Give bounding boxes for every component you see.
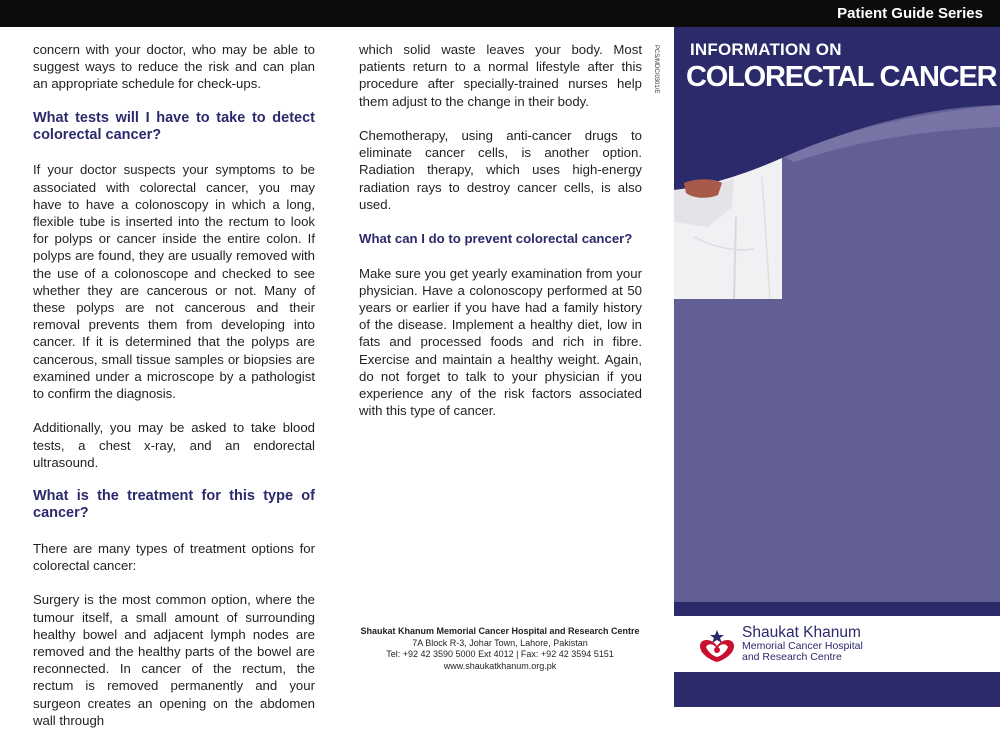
paragraph: If your doctor suspects your symptoms to be associated with colorectal cancer, you may have to have a colonoscopy in which a long, flexible tube is inserted into the rectum to look for polyps or cancer inside the entire colon. If polyps are found, they are usually removed with the use of a colonoscope and checked to see whether they are cancerous or not. Many of these polyps are not cancerous and their removal prevents them from developing into cancer. If it is determined that the polyps are cancerous, small tissue samples or biopsies are examined under a microscope by a pathologist to confirm the diagnosis.	[33, 162, 315, 402]
top-bar	[0, 0, 1000, 27]
series-label: Patient Guide Series	[837, 5, 983, 22]
section-heading: What is the treatment for this type of cancer?	[33, 488, 315, 522]
paragraph: concern with your doctor, who may be able to suggest ways to reduce the risk and can plan an appropriate schedule for check-ups.	[33, 42, 315, 92]
document-code	[651, 45, 661, 105]
paragraph: There are many types of treatment options for colorectal cancer:	[33, 540, 315, 574]
paragraph: which solid waste leaves your body. Most patients return to a normal lifestyle after this procedure after specially-trained nurses help them adjust to the change in their body.	[359, 42, 642, 109]
logo-subtitle-line-1: Memorial Cancer Hospital	[742, 640, 863, 652]
footer-org: Shaukat Khanum Memorial Cancer Hospital and Research Centre	[360, 626, 640, 636]
section-heading: What tests will I have to take to detect colorectal cancer?	[33, 109, 315, 143]
logo-subtitle-line-2: and Research Centre	[742, 651, 842, 663]
paragraph: Additionally, you may be asked to take blood tests, a chest x-ray, and an endorectal ultrasound.	[33, 420, 315, 470]
text-column-left	[33, 41, 315, 729]
document-code-text: PCS/MDC/0301/E	[653, 45, 659, 94]
hospital-logo-icon	[694, 624, 740, 664]
paragraph: Make sure you get yearly examination from your physician. Have a colonoscopy performed at 50 years or earlier if you have had a family history of the disease. Implement a healthy diet, low in fats and processed foods and rich in fibre. Exercise and maintain a healthy weight. Again, do not forget to talk to your physician if you experience any of the risk factors associated with this type of cancer.	[359, 265, 642, 419]
footer-website: www.shaukatkhanum.org.pk	[443, 660, 557, 671]
section-heading: What can I do to prevent colorectal cancer?	[359, 231, 633, 247]
cover-title: COLORECTAL CANCER	[686, 61, 997, 93]
footer-address: 7A Block R-3, Johar Town, Lahore, Pakistan	[412, 637, 588, 648]
logo-name: Shaukat Khanum	[742, 624, 861, 641]
paragraph: Chemotherapy, using anti-cancer drugs to eliminate cancer cells, is another option. Radiation therapy, which uses high-energy radiation rays to destroy cancer cells, is also used.	[359, 128, 642, 212]
footer-contact	[340, 626, 660, 672]
cover-panel	[674, 27, 1000, 707]
text-column-middle	[359, 41, 642, 419]
cover-background	[674, 27, 1000, 707]
paragraph: Surgery is the most common option, where the tumour itself, a small amount of surrounding healthy bowel and adjacent lymph nodes are removed and the healthy parts of the bowel are reconnected. In cancer of the rectum, the rectum is removed permanently and your surgeon creates an opening on the abdomen wall through	[33, 592, 315, 728]
cover-pre-title: INFORMATION ON	[690, 40, 842, 59]
hospital-logo	[694, 622, 894, 666]
footer-contact-line: Tel: +92 42 3590 5000 Ext 4012 | Fax: +92 42 3594 5151	[386, 649, 614, 659]
